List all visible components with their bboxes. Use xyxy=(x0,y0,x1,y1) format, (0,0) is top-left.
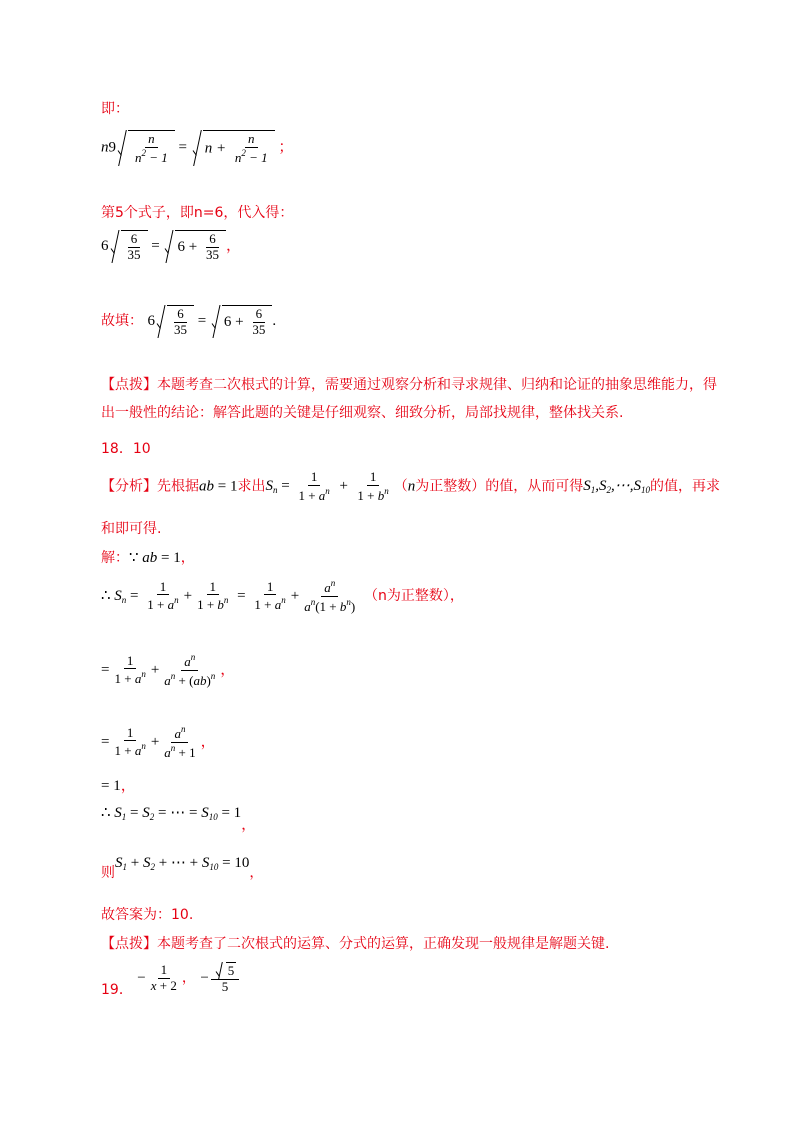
text-value-then: 的值，再求 xyxy=(650,478,720,495)
formula-eq1: = 1， xyxy=(101,778,136,794)
formula-step3: = $\frac{1}{1 + a^n}$ + $\frac{a^n}{a^n + 1}$ ， xyxy=(101,724,216,760)
question-19: 19． − $\frac{1}{x + 2}$ ， − $\frac{5}{5}$ xyxy=(101,962,800,995)
formula-n6: 6 $\frac{6}{35}$ = 6 + $\frac{6}{35}$ ， xyxy=(101,231,241,262)
analysis-line: 【分析】先根据ab = 1求出$S_n$ = $\frac{1}{1 + a^n}$ + $\frac{1}{1 + b^n}$ （n为正整数）的值，从而可得$S_1,S_2,\cdots,S_{10}$的值，再求 xyxy=(101,469,720,503)
formula-sum-line: 则$S_1 + S_2$ + ⋯ + $S_{10} = 10$， xyxy=(101,855,264,881)
solution-start: 解：∵ ab = 1， xyxy=(101,550,195,566)
text-sum: 和即可得. xyxy=(101,521,162,537)
text-q19: 19． xyxy=(101,981,133,998)
formula-step2: = $\frac{1}{1 + a^n}$ + $\frac{a^n}{a^n + (ab)^n}$ ， xyxy=(101,652,236,688)
tip-line-3: 【点拨】本题考查了二次根式的运算、分式的运算，正确发现一般规律是解题关键. xyxy=(101,936,610,952)
question-18: 18．10 xyxy=(101,441,151,457)
text-n-positive: （n为正整数）， xyxy=(363,587,464,604)
text-ze: 则 xyxy=(101,865,115,881)
text-positive-integer: 为正整数）的值，从而可得 xyxy=(415,478,584,495)
text-qiuchu: 求出 xyxy=(237,478,266,495)
analysis-tag: 【分析】 xyxy=(101,478,157,495)
answer-line: 故答案为：10. xyxy=(101,907,194,923)
formula-sn: ∴ $S_n$ = $\frac{1}{1 + a^n}$ + $\frac{1}{1 + b^n}$ = $\frac{1}{1 + a^n}$ + $\frac{a^n}{a^n(1 + b^n)}$ （n为正整数）， xyxy=(101,578,464,614)
text-paren: （ xyxy=(393,478,408,495)
formula-general: n9 $\frac{n}{n^2 - 1}$ = n + $\frac{n}{n^2 - 1}$ ； xyxy=(101,131,294,165)
fill-answer-line: 故填： 6 $\frac{6}{35}$ = 6 + $\frac{6}{35}$ . xyxy=(101,306,277,337)
tip-line-2: 出一般性的结论：解答此题的关键是仔细观察、细致分析，局部找规律，整体找关系. xyxy=(101,405,624,421)
tip-line-1: 【点拨】本题考查二次根式的计算，需要通过观察分析和寻求规律、归纳和论证的抽象思维能力，得 xyxy=(101,377,717,393)
text-fill: 故填： xyxy=(101,312,143,329)
text-fifth-formula: 第5个式子，即n=6，代入得： xyxy=(101,205,294,221)
text-ji: 即： xyxy=(101,101,129,117)
text-solution: 解： xyxy=(101,550,129,566)
formula-all-equal: ∴ $S_1 = S_2$ = ⋯ = $S_{10} = 1$， xyxy=(101,805,257,833)
text-n: n xyxy=(407,478,416,495)
text-xiangenju: 先根据 xyxy=(157,478,199,495)
